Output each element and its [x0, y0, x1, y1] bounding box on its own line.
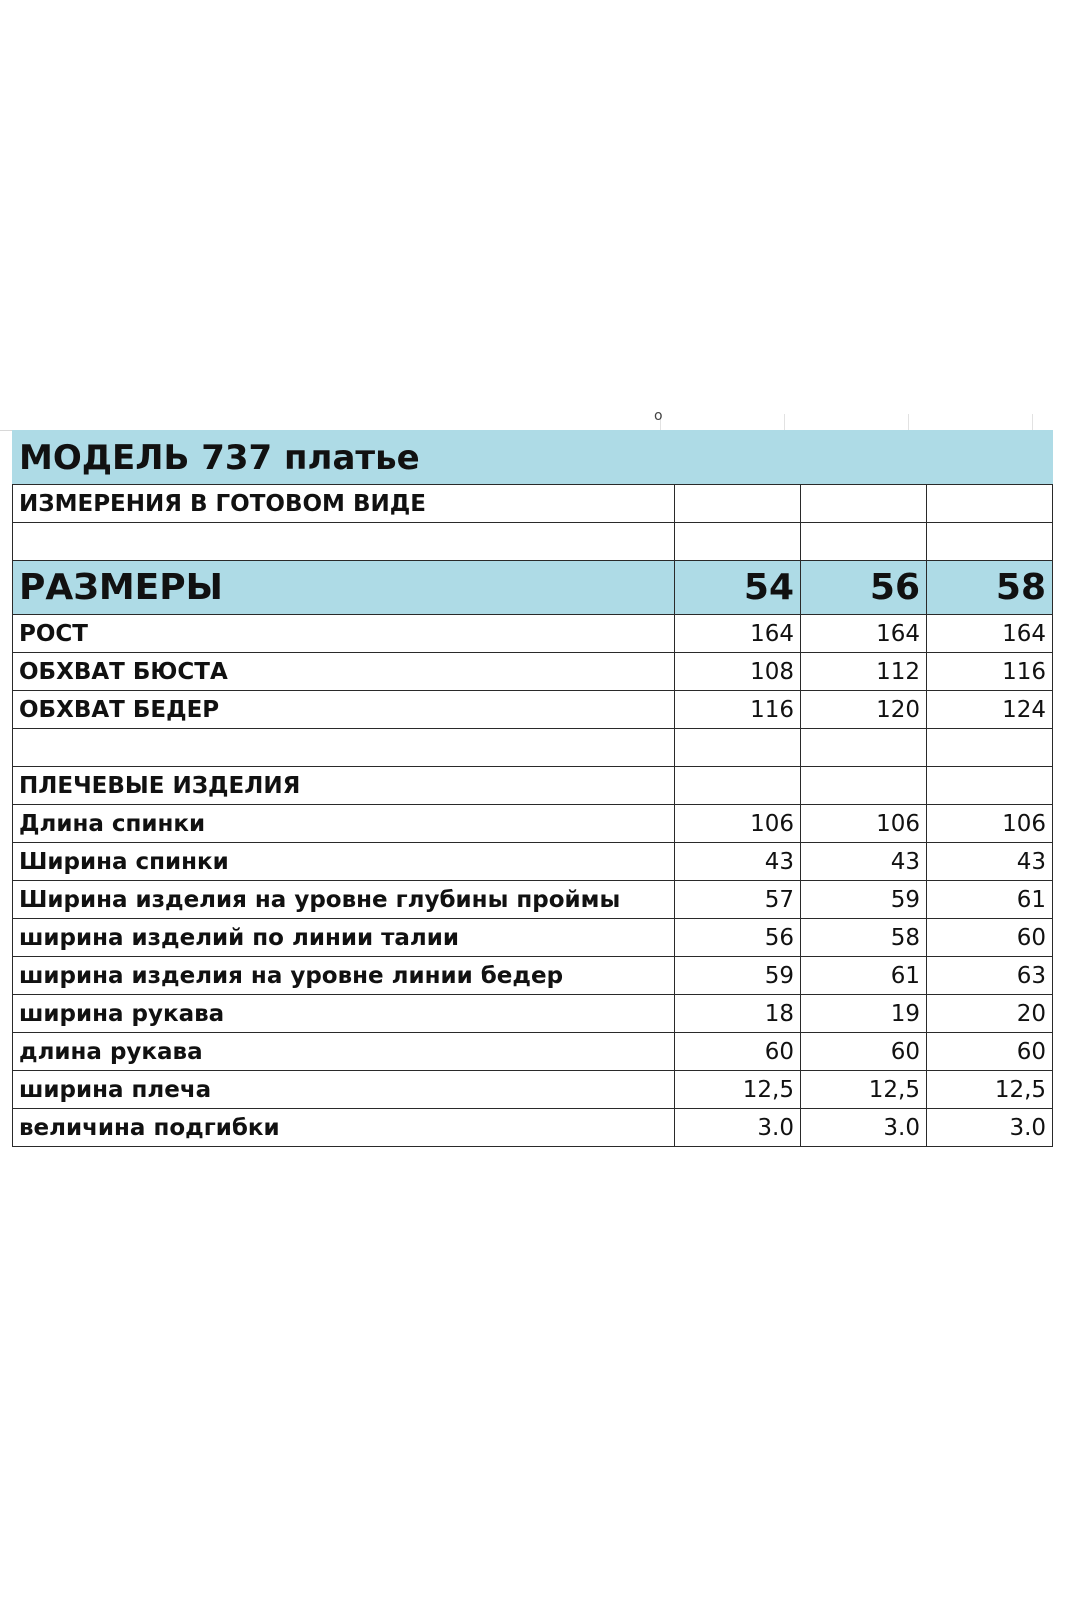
row-value: 106 — [927, 805, 1053, 843]
row-label: ОБХВАТ БЮСТА — [13, 653, 675, 691]
row-value: 58 — [801, 919, 927, 957]
row-value: 19 — [801, 995, 927, 1033]
row-label: величина подгибки — [13, 1109, 675, 1147]
table-row — [13, 881, 1053, 919]
table-row — [13, 1033, 1053, 1071]
table-row — [13, 957, 1053, 995]
size-header-56: 56 — [801, 561, 927, 615]
subtitle-row — [13, 485, 1053, 523]
table-row — [13, 653, 1053, 691]
size-table — [12, 430, 1053, 1147]
size-header-58: 58 — [927, 561, 1053, 615]
row-value: 20 — [927, 995, 1053, 1033]
table-row — [13, 805, 1053, 843]
table-row — [13, 919, 1053, 957]
empty-cell — [927, 729, 1053, 767]
empty-cell — [927, 485, 1053, 523]
row-value: 60 — [675, 1033, 801, 1071]
empty-cell — [801, 523, 927, 561]
row-label: ширина изделий по линии талии — [13, 919, 675, 957]
row-value: 59 — [801, 881, 927, 919]
empty-cell — [927, 523, 1053, 561]
grid-tick — [1032, 414, 1033, 430]
table-row — [13, 995, 1053, 1033]
empty-row — [13, 729, 1053, 767]
row-value: 57 — [675, 881, 801, 919]
row-value: 106 — [801, 805, 927, 843]
row-value: 12,5 — [801, 1071, 927, 1109]
measurements-subtitle: ИЗМЕРЕНИЯ В ГОТОВОМ ВИДЕ — [13, 485, 675, 523]
row-value: 116 — [675, 691, 801, 729]
empty-cell — [927, 767, 1053, 805]
row-value: 43 — [801, 843, 927, 881]
stray-mark: о — [654, 408, 663, 424]
partial-top-row — [0, 414, 1052, 431]
row-value: 63 — [927, 957, 1053, 995]
title-row — [13, 431, 1053, 485]
empty-cell — [801, 485, 927, 523]
empty-cell — [13, 729, 675, 767]
row-value: 61 — [927, 881, 1053, 919]
row-value: 12,5 — [927, 1071, 1053, 1109]
row-value: 164 — [927, 615, 1053, 653]
sizes-header-label: РАЗМЕРЫ — [13, 561, 675, 615]
model-title: МОДЕЛЬ 737 платье — [13, 431, 1053, 485]
empty-cell — [13, 523, 675, 561]
table-row — [13, 691, 1053, 729]
empty-cell — [801, 767, 927, 805]
row-label: Ширина изделия на уровне глубины проймы — [13, 881, 675, 919]
section-label: ПЛЕЧЕВЫЕ ИЗДЕЛИЯ — [13, 767, 675, 805]
row-value: 60 — [927, 1033, 1053, 1071]
table-row — [13, 615, 1053, 653]
size-header-54: 54 — [675, 561, 801, 615]
row-label: длина рукава — [13, 1033, 675, 1071]
row-value: 164 — [675, 615, 801, 653]
grid-tick — [908, 414, 909, 430]
row-value: 108 — [675, 653, 801, 691]
row-label: Длина спинки — [13, 805, 675, 843]
empty-cell — [801, 729, 927, 767]
empty-cell — [675, 767, 801, 805]
row-value: 56 — [675, 919, 801, 957]
row-label: Ширина спинки — [13, 843, 675, 881]
table-row — [13, 1109, 1053, 1147]
empty-cell — [675, 485, 801, 523]
sizes-header-row — [13, 561, 1053, 615]
row-value: 43 — [675, 843, 801, 881]
row-value: 116 — [927, 653, 1053, 691]
row-value: 12,5 — [675, 1071, 801, 1109]
row-value: 43 — [927, 843, 1053, 881]
row-value: 18 — [675, 995, 801, 1033]
grid-tick — [784, 414, 785, 430]
row-value: 106 — [675, 805, 801, 843]
row-label: ОБХВАТ БЕДЕР — [13, 691, 675, 729]
row-value: 120 — [801, 691, 927, 729]
table-row — [13, 843, 1053, 881]
row-label: ширина изделия на уровне линии бедер — [13, 957, 675, 995]
row-label: РОСТ — [13, 615, 675, 653]
row-value: 61 — [801, 957, 927, 995]
row-value: 3.0 — [927, 1109, 1053, 1147]
table-row — [13, 1071, 1053, 1109]
size-chart-sheet — [0, 408, 1066, 1184]
row-label: ширина рукава — [13, 995, 675, 1033]
row-value: 59 — [675, 957, 801, 995]
section-row — [13, 767, 1053, 805]
row-value: 3.0 — [801, 1109, 927, 1147]
row-value: 112 — [801, 653, 927, 691]
row-value: 164 — [801, 615, 927, 653]
row-value: 3.0 — [675, 1109, 801, 1147]
row-value: 124 — [927, 691, 1053, 729]
row-label: ширина плеча — [13, 1071, 675, 1109]
row-value: 60 — [801, 1033, 927, 1071]
row-value: 60 — [927, 919, 1053, 957]
empty-cell — [675, 729, 801, 767]
empty-cell — [675, 523, 801, 561]
empty-row — [13, 523, 1053, 561]
